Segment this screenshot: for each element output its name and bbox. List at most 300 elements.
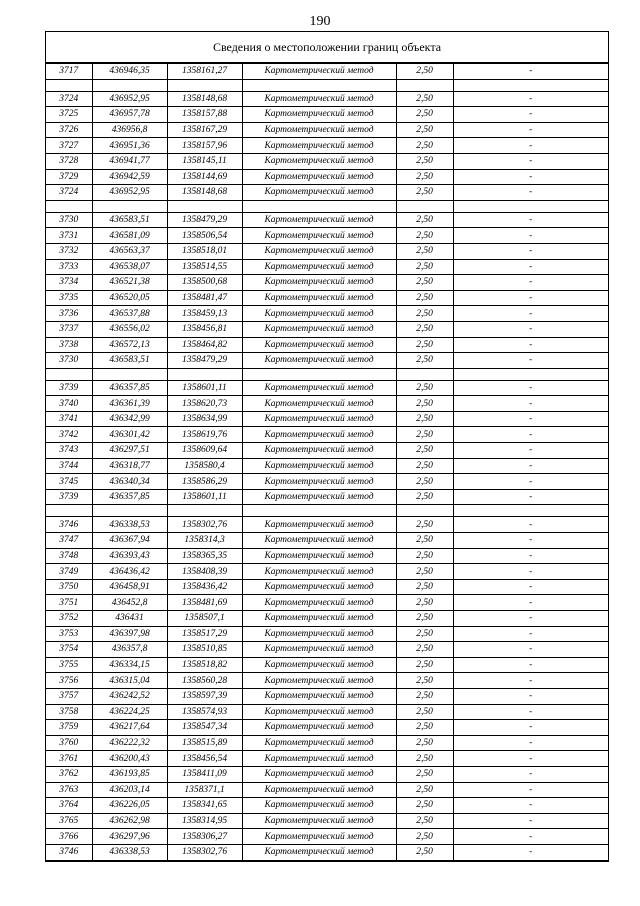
description-cell: - bbox=[453, 458, 608, 474]
point-number-cell: 3744 bbox=[46, 458, 92, 474]
table-row bbox=[46, 64, 608, 80]
description-cell: - bbox=[453, 642, 608, 658]
table-row bbox=[46, 782, 608, 798]
method-cell: Картометрический метод bbox=[242, 657, 396, 673]
method-cell: Картометрический метод bbox=[242, 212, 396, 228]
point-number-cell: 3732 bbox=[46, 243, 92, 259]
y-coordinate-cell: 1358517,29 bbox=[167, 626, 242, 642]
table-row bbox=[46, 735, 608, 751]
description-cell: - bbox=[453, 474, 608, 490]
point-number-cell: 3755 bbox=[46, 657, 92, 673]
x-coordinate-cell: 436334,15 bbox=[92, 657, 167, 673]
table-row bbox=[46, 212, 608, 228]
point-number-cell: 3731 bbox=[46, 228, 92, 244]
x-coordinate-cell: 436957,78 bbox=[92, 107, 167, 123]
empty-cell bbox=[453, 200, 608, 212]
accuracy-cell: 2,50 bbox=[396, 64, 453, 80]
point-number-cell: 3765 bbox=[46, 813, 92, 829]
y-coordinate-cell: 1358157,96 bbox=[167, 138, 242, 154]
x-coordinate-cell: 436338,53 bbox=[92, 844, 167, 860]
point-number-cell: 3764 bbox=[46, 798, 92, 814]
method-cell: Картометрический метод bbox=[242, 411, 396, 427]
method-cell: Картометрический метод bbox=[242, 122, 396, 138]
y-coordinate-cell: 1358514,55 bbox=[167, 259, 242, 275]
method-cell: Картометрический метод bbox=[242, 782, 396, 798]
table-row bbox=[46, 611, 608, 627]
y-coordinate-cell: 1358408,39 bbox=[167, 564, 242, 580]
y-coordinate-cell: 1358148,68 bbox=[167, 91, 242, 107]
x-coordinate-cell: 436262,98 bbox=[92, 813, 167, 829]
x-coordinate-cell: 436226,05 bbox=[92, 798, 167, 814]
table-row bbox=[46, 91, 608, 107]
coordinates-table-body bbox=[46, 64, 608, 861]
table-row bbox=[46, 107, 608, 123]
table-row bbox=[46, 489, 608, 505]
method-cell: Картометрический метод bbox=[242, 169, 396, 185]
point-number-cell: 3729 bbox=[46, 169, 92, 185]
description-cell: - bbox=[453, 735, 608, 751]
y-coordinate-cell: 1358601,11 bbox=[167, 380, 242, 396]
y-coordinate-cell: 1358574,93 bbox=[167, 704, 242, 720]
method-cell: Картометрический метод bbox=[242, 673, 396, 689]
description-cell: - bbox=[453, 548, 608, 564]
accuracy-cell: 2,50 bbox=[396, 259, 453, 275]
y-coordinate-cell: 1358302,76 bbox=[167, 517, 242, 533]
description-cell: - bbox=[453, 64, 608, 80]
empty-cell bbox=[242, 79, 396, 91]
table-row bbox=[46, 626, 608, 642]
x-coordinate-cell: 436538,07 bbox=[92, 259, 167, 275]
method-cell: Картометрический метод bbox=[242, 798, 396, 814]
empty-cell bbox=[167, 79, 242, 91]
accuracy-cell: 2,50 bbox=[396, 548, 453, 564]
description-cell: - bbox=[453, 673, 608, 689]
accuracy-cell: 2,50 bbox=[396, 533, 453, 549]
y-coordinate-cell: 1358459,13 bbox=[167, 306, 242, 322]
point-number-cell: 3738 bbox=[46, 337, 92, 353]
accuracy-cell: 2,50 bbox=[396, 474, 453, 490]
accuracy-cell: 2,50 bbox=[396, 720, 453, 736]
description-cell: - bbox=[453, 751, 608, 767]
empty-cell bbox=[396, 505, 453, 517]
description-cell: - bbox=[453, 657, 608, 673]
accuracy-cell: 2,50 bbox=[396, 458, 453, 474]
y-coordinate-cell: 1358456,54 bbox=[167, 751, 242, 767]
description-cell: - bbox=[453, 212, 608, 228]
x-coordinate-cell: 436340,34 bbox=[92, 474, 167, 490]
method-cell: Картометрический метод bbox=[242, 458, 396, 474]
description-cell: - bbox=[453, 107, 608, 123]
empty-cell bbox=[453, 505, 608, 517]
point-number-cell: 3735 bbox=[46, 290, 92, 306]
accuracy-cell: 2,50 bbox=[396, 290, 453, 306]
accuracy-cell: 2,50 bbox=[396, 212, 453, 228]
empty-cell bbox=[92, 505, 167, 517]
table-row bbox=[46, 380, 608, 396]
description-cell: - bbox=[453, 169, 608, 185]
empty-cell bbox=[167, 200, 242, 212]
boundary-table-frame bbox=[45, 31, 609, 862]
description-cell: - bbox=[453, 275, 608, 291]
description-cell: - bbox=[453, 595, 608, 611]
description-cell: - bbox=[453, 122, 608, 138]
accuracy-cell: 2,50 bbox=[396, 353, 453, 369]
x-coordinate-cell: 436583,51 bbox=[92, 353, 167, 369]
x-coordinate-cell: 436956,8 bbox=[92, 122, 167, 138]
accuracy-cell: 2,50 bbox=[396, 813, 453, 829]
method-cell: Картометрический метод bbox=[242, 427, 396, 443]
description-cell: - bbox=[453, 91, 608, 107]
x-coordinate-cell: 436301,42 bbox=[92, 427, 167, 443]
point-number-cell: 3759 bbox=[46, 720, 92, 736]
table-row bbox=[46, 548, 608, 564]
description-cell: - bbox=[453, 564, 608, 580]
method-cell: Картометрический метод bbox=[242, 443, 396, 459]
point-number-cell: 3733 bbox=[46, 259, 92, 275]
page-number: 190 bbox=[309, 14, 331, 29]
accuracy-cell: 2,50 bbox=[396, 169, 453, 185]
x-coordinate-cell: 436297,96 bbox=[92, 829, 167, 845]
y-coordinate-cell: 1358547,34 bbox=[167, 720, 242, 736]
point-number-cell: 3728 bbox=[46, 153, 92, 169]
y-coordinate-cell: 1358167,29 bbox=[167, 122, 242, 138]
y-coordinate-cell: 1358518,82 bbox=[167, 657, 242, 673]
point-number-cell: 3740 bbox=[46, 396, 92, 412]
point-number-cell: 3743 bbox=[46, 443, 92, 459]
description-cell: - bbox=[453, 517, 608, 533]
description-cell: - bbox=[453, 396, 608, 412]
description-cell: - bbox=[453, 427, 608, 443]
x-coordinate-cell: 436581,09 bbox=[92, 228, 167, 244]
table-row bbox=[46, 153, 608, 169]
method-cell: Картометрический метод bbox=[242, 579, 396, 595]
x-coordinate-cell: 436357,8 bbox=[92, 642, 167, 658]
y-coordinate-cell: 1358302,76 bbox=[167, 844, 242, 860]
x-coordinate-cell: 436315,04 bbox=[92, 673, 167, 689]
accuracy-cell: 2,50 bbox=[396, 411, 453, 427]
empty-cell bbox=[167, 368, 242, 380]
table-row bbox=[46, 720, 608, 736]
method-cell: Картометрический метод bbox=[242, 474, 396, 490]
point-number-cell: 3749 bbox=[46, 564, 92, 580]
method-cell: Картометрический метод bbox=[242, 844, 396, 860]
y-coordinate-cell: 1358518,01 bbox=[167, 243, 242, 259]
description-cell: - bbox=[453, 579, 608, 595]
accuracy-cell: 2,50 bbox=[396, 185, 453, 201]
accuracy-cell: 2,50 bbox=[396, 564, 453, 580]
x-coordinate-cell: 436946,35 bbox=[92, 64, 167, 80]
x-coordinate-cell: 436367,94 bbox=[92, 533, 167, 549]
table-row bbox=[46, 427, 608, 443]
description-cell: - bbox=[453, 766, 608, 782]
description-cell: - bbox=[453, 337, 608, 353]
accuracy-cell: 2,50 bbox=[396, 122, 453, 138]
method-cell: Картометрический метод bbox=[242, 642, 396, 658]
point-number-cell: 3760 bbox=[46, 735, 92, 751]
empty-cell bbox=[453, 79, 608, 91]
accuracy-cell: 2,50 bbox=[396, 751, 453, 767]
point-number-cell: 3741 bbox=[46, 411, 92, 427]
method-cell: Картометрический метод bbox=[242, 688, 396, 704]
description-cell: - bbox=[453, 829, 608, 845]
accuracy-cell: 2,50 bbox=[396, 704, 453, 720]
table-row bbox=[46, 228, 608, 244]
y-coordinate-cell: 1358481,47 bbox=[167, 290, 242, 306]
description-cell: - bbox=[453, 290, 608, 306]
method-cell: Картометрический метод bbox=[242, 353, 396, 369]
method-cell: Картометрический метод bbox=[242, 766, 396, 782]
method-cell: Картометрический метод bbox=[242, 720, 396, 736]
y-coordinate-cell: 1358314,95 bbox=[167, 813, 242, 829]
description-cell: - bbox=[453, 782, 608, 798]
y-coordinate-cell: 1358510,85 bbox=[167, 642, 242, 658]
empty-cell bbox=[242, 200, 396, 212]
y-coordinate-cell: 1358479,29 bbox=[167, 212, 242, 228]
accuracy-cell: 2,50 bbox=[396, 595, 453, 611]
empty-cell bbox=[167, 505, 242, 517]
accuracy-cell: 2,50 bbox=[396, 228, 453, 244]
x-coordinate-cell: 436563,37 bbox=[92, 243, 167, 259]
method-cell: Картометрический метод bbox=[242, 735, 396, 751]
point-number-cell: 3752 bbox=[46, 611, 92, 627]
x-coordinate-cell: 436193,85 bbox=[92, 766, 167, 782]
table-row bbox=[46, 766, 608, 782]
y-coordinate-cell: 1358314,3 bbox=[167, 533, 242, 549]
description-cell: - bbox=[453, 704, 608, 720]
table-row bbox=[46, 844, 608, 860]
point-number-cell: 3737 bbox=[46, 321, 92, 337]
description-cell: - bbox=[453, 443, 608, 459]
group-separator-row bbox=[46, 505, 608, 517]
y-coordinate-cell: 1358436,42 bbox=[167, 579, 242, 595]
empty-cell bbox=[92, 79, 167, 91]
x-coordinate-cell: 436224,25 bbox=[92, 704, 167, 720]
point-number-cell: 3748 bbox=[46, 548, 92, 564]
y-coordinate-cell: 1358500,68 bbox=[167, 275, 242, 291]
y-coordinate-cell: 1358456,81 bbox=[167, 321, 242, 337]
accuracy-cell: 2,50 bbox=[396, 396, 453, 412]
x-coordinate-cell: 436431 bbox=[92, 611, 167, 627]
table-title: Сведения о местоположении границ объекта bbox=[46, 32, 608, 63]
x-coordinate-cell: 436217,64 bbox=[92, 720, 167, 736]
y-coordinate-cell: 1358586,29 bbox=[167, 474, 242, 490]
accuracy-cell: 2,50 bbox=[396, 517, 453, 533]
empty-cell bbox=[46, 505, 92, 517]
x-coordinate-cell: 436200,43 bbox=[92, 751, 167, 767]
table-row bbox=[46, 259, 608, 275]
table-row bbox=[46, 704, 608, 720]
method-cell: Картометрический метод bbox=[242, 337, 396, 353]
accuracy-cell: 2,50 bbox=[396, 337, 453, 353]
table-row bbox=[46, 443, 608, 459]
method-cell: Картометрический метод bbox=[242, 138, 396, 154]
x-coordinate-cell: 436222,32 bbox=[92, 735, 167, 751]
x-coordinate-cell: 436203,14 bbox=[92, 782, 167, 798]
empty-cell bbox=[46, 200, 92, 212]
y-coordinate-cell: 1358601,11 bbox=[167, 489, 242, 505]
table-row bbox=[46, 275, 608, 291]
y-coordinate-cell: 1358597,39 bbox=[167, 688, 242, 704]
method-cell: Картометрический метод bbox=[242, 611, 396, 627]
y-coordinate-cell: 1358481,69 bbox=[167, 595, 242, 611]
method-cell: Картометрический метод bbox=[242, 626, 396, 642]
table-row bbox=[46, 411, 608, 427]
y-coordinate-cell: 1358479,29 bbox=[167, 353, 242, 369]
description-cell: - bbox=[453, 321, 608, 337]
method-cell: Картометрический метод bbox=[242, 185, 396, 201]
description-cell: - bbox=[453, 259, 608, 275]
point-number-cell: 3730 bbox=[46, 212, 92, 228]
empty-cell bbox=[396, 368, 453, 380]
table-row bbox=[46, 751, 608, 767]
accuracy-cell: 2,50 bbox=[396, 153, 453, 169]
x-coordinate-cell: 436452,8 bbox=[92, 595, 167, 611]
y-coordinate-cell: 1358161,27 bbox=[167, 64, 242, 80]
description-cell: - bbox=[453, 844, 608, 860]
method-cell: Картометрический метод bbox=[242, 813, 396, 829]
empty-cell bbox=[46, 79, 92, 91]
accuracy-cell: 2,50 bbox=[396, 611, 453, 627]
method-cell: Картометрический метод bbox=[242, 595, 396, 611]
description-cell: - bbox=[453, 489, 608, 505]
accuracy-cell: 2,50 bbox=[396, 579, 453, 595]
method-cell: Картометрический метод bbox=[242, 751, 396, 767]
accuracy-cell: 2,50 bbox=[396, 380, 453, 396]
y-coordinate-cell: 1358620,73 bbox=[167, 396, 242, 412]
point-number-cell: 3724 bbox=[46, 185, 92, 201]
y-coordinate-cell: 1358609,64 bbox=[167, 443, 242, 459]
empty-cell bbox=[92, 200, 167, 212]
x-coordinate-cell: 436342,99 bbox=[92, 411, 167, 427]
description-cell: - bbox=[453, 720, 608, 736]
empty-cell bbox=[92, 368, 167, 380]
x-coordinate-cell: 436520,05 bbox=[92, 290, 167, 306]
coordinates-table bbox=[46, 63, 608, 861]
description-cell: - bbox=[453, 138, 608, 154]
accuracy-cell: 2,50 bbox=[396, 427, 453, 443]
point-number-cell: 3742 bbox=[46, 427, 92, 443]
y-coordinate-cell: 1358634,99 bbox=[167, 411, 242, 427]
x-coordinate-cell: 436436,42 bbox=[92, 564, 167, 580]
method-cell: Картометрический метод bbox=[242, 228, 396, 244]
description-cell: - bbox=[453, 185, 608, 201]
point-number-cell: 3763 bbox=[46, 782, 92, 798]
y-coordinate-cell: 1358145,11 bbox=[167, 153, 242, 169]
table-row bbox=[46, 595, 608, 611]
point-number-cell: 3766 bbox=[46, 829, 92, 845]
method-cell: Картометрический метод bbox=[242, 829, 396, 845]
description-cell: - bbox=[453, 688, 608, 704]
method-cell: Картометрический метод bbox=[242, 290, 396, 306]
method-cell: Картометрический метод bbox=[242, 243, 396, 259]
method-cell: Картометрический метод bbox=[242, 91, 396, 107]
method-cell: Картометрический метод bbox=[242, 533, 396, 549]
empty-cell bbox=[46, 368, 92, 380]
accuracy-cell: 2,50 bbox=[396, 306, 453, 322]
table-row bbox=[46, 122, 608, 138]
table-row bbox=[46, 564, 608, 580]
x-coordinate-cell: 436397,98 bbox=[92, 626, 167, 642]
table-row bbox=[46, 353, 608, 369]
table-row bbox=[46, 321, 608, 337]
accuracy-cell: 2,50 bbox=[396, 626, 453, 642]
y-coordinate-cell: 1358515,89 bbox=[167, 735, 242, 751]
method-cell: Картометрический метод bbox=[242, 704, 396, 720]
empty-cell bbox=[242, 505, 396, 517]
y-coordinate-cell: 1358371,1 bbox=[167, 782, 242, 798]
x-coordinate-cell: 436297,51 bbox=[92, 443, 167, 459]
y-coordinate-cell: 1358560,28 bbox=[167, 673, 242, 689]
group-separator-row bbox=[46, 79, 608, 91]
point-number-cell: 3727 bbox=[46, 138, 92, 154]
method-cell: Картометрический метод bbox=[242, 107, 396, 123]
table-row bbox=[46, 458, 608, 474]
point-number-cell: 3724 bbox=[46, 91, 92, 107]
point-number-cell: 3746 bbox=[46, 517, 92, 533]
table-row bbox=[46, 306, 608, 322]
accuracy-cell: 2,50 bbox=[396, 673, 453, 689]
accuracy-cell: 2,50 bbox=[396, 735, 453, 751]
method-cell: Картометрический метод bbox=[242, 275, 396, 291]
y-coordinate-cell: 1358157,88 bbox=[167, 107, 242, 123]
description-cell: - bbox=[453, 353, 608, 369]
description-cell: - bbox=[453, 243, 608, 259]
accuracy-cell: 2,50 bbox=[396, 766, 453, 782]
accuracy-cell: 2,50 bbox=[396, 798, 453, 814]
accuracy-cell: 2,50 bbox=[396, 107, 453, 123]
point-number-cell: 3746 bbox=[46, 844, 92, 860]
y-coordinate-cell: 1358144,69 bbox=[167, 169, 242, 185]
table-row bbox=[46, 798, 608, 814]
group-separator-row bbox=[46, 368, 608, 380]
table-row bbox=[46, 657, 608, 673]
x-coordinate-cell: 436361,39 bbox=[92, 396, 167, 412]
point-number-cell: 3758 bbox=[46, 704, 92, 720]
x-coordinate-cell: 436572,13 bbox=[92, 337, 167, 353]
empty-cell bbox=[396, 79, 453, 91]
accuracy-cell: 2,50 bbox=[396, 657, 453, 673]
method-cell: Картометрический метод bbox=[242, 517, 396, 533]
method-cell: Картометрический метод bbox=[242, 321, 396, 337]
point-number-cell: 3717 bbox=[46, 64, 92, 80]
accuracy-cell: 2,50 bbox=[396, 782, 453, 798]
method-cell: Картометрический метод bbox=[242, 396, 396, 412]
method-cell: Картометрический метод bbox=[242, 489, 396, 505]
table-row bbox=[46, 813, 608, 829]
x-coordinate-cell: 436357,85 bbox=[92, 489, 167, 505]
point-number-cell: 3757 bbox=[46, 688, 92, 704]
point-number-cell: 3754 bbox=[46, 642, 92, 658]
table-row bbox=[46, 533, 608, 549]
description-cell: - bbox=[453, 798, 608, 814]
x-coordinate-cell: 436952,95 bbox=[92, 185, 167, 201]
description-cell: - bbox=[453, 228, 608, 244]
y-coordinate-cell: 1358411,09 bbox=[167, 766, 242, 782]
point-number-cell: 3736 bbox=[46, 306, 92, 322]
accuracy-cell: 2,50 bbox=[396, 321, 453, 337]
point-number-cell: 3739 bbox=[46, 489, 92, 505]
y-coordinate-cell: 1358619,76 bbox=[167, 427, 242, 443]
y-coordinate-cell: 1358506,54 bbox=[167, 228, 242, 244]
y-coordinate-cell: 1358507,1 bbox=[167, 611, 242, 627]
description-cell: - bbox=[453, 153, 608, 169]
point-number-cell: 3750 bbox=[46, 579, 92, 595]
y-coordinate-cell: 1358148,68 bbox=[167, 185, 242, 201]
accuracy-cell: 2,50 bbox=[396, 642, 453, 658]
accuracy-cell: 2,50 bbox=[396, 243, 453, 259]
point-number-cell: 3745 bbox=[46, 474, 92, 490]
method-cell: Картометрический метод bbox=[242, 64, 396, 80]
